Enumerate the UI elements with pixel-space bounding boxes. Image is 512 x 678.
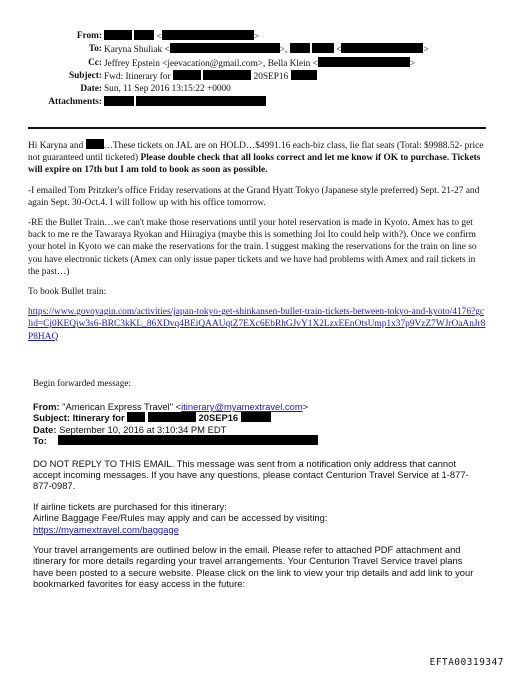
- redaction: [173, 70, 201, 80]
- header-divider: [28, 127, 486, 129]
- baggage-link[interactable]: https://myamextravel.com/baggage: [33, 523, 179, 535]
- from-value: < >: [104, 30, 259, 44]
- to-row: [0, 43, 512, 56]
- redaction: [136, 96, 266, 106]
- redaction: [134, 30, 154, 40]
- redaction: [104, 96, 134, 106]
- fwd-date-row: Date: September 10, 2016 at 3:10:34 PM EDT: [33, 423, 227, 435]
- fwd-from-row: From: "American Express Travel" <itinerary@myamextravel.com>: [33, 401, 309, 412]
- forward-intro: Begin forwarded message:: [33, 378, 131, 388]
- from-label: From:: [76, 31, 102, 41]
- redaction: [312, 43, 334, 53]
- redaction: [127, 412, 145, 422]
- from-row: [0, 30, 512, 43]
- email-header: [0, 30, 512, 110]
- fwd-paragraph: If airline tickets are purchased for this itinerary: Airline Baggage Fee/Rules may apply and can be accessed by visiting: https://myamextravel.com/baggage: [33, 500, 328, 535]
- body-paragraph: To book Bullet train:: [28, 287, 107, 298]
- body-paragraph: Hi Karyna and …These tickets on JAL are on HOLD…$4991.16 each-biz class, lie flat seats (Total: $9988.52- price not guaranteed until ticketed) Please double check that all looks correct and let me know if OK to purchase. Tickets will expire on 17th but I am told to book as soon as possible.: [28, 141, 484, 176]
- redaction: [162, 30, 254, 40]
- redaction: [58, 435, 318, 445]
- redaction: [241, 412, 271, 422]
- amex-email-link[interactable]: itinerary@myamextravel.com: [181, 401, 303, 412]
- attachments-row: [0, 96, 512, 109]
- redaction: [291, 70, 317, 80]
- forwarded-message: [33, 401, 483, 599]
- fwd-paragraph: DO NOT REPLY TO THIS EMAIL. This message was sent from a notification only address that cannot accept incoming messages. If you have any questions, please contact Centurion Travel Service at 1-877-877-0987.: [33, 457, 469, 492]
- cc-row: [0, 57, 512, 70]
- body-paragraph: -RE the Bullet Train…we can't make those reservations until your hotel reservation is made in Kyoto. Amex has to get back to me re the Tawaraya Ryokan and Hiiragiya (maybe this is something Joi Ito could help with?). Once we confirm your hotel in Kyoto we can make the reservations for the train. I suggest making the reservations for the train on line so you have electronic tickets (Amex can only issue paper tickets and we have had problems with Amex and rail tickets in the past…): [28, 218, 477, 277]
- redaction: [341, 43, 423, 53]
- document-id: EFTA00319347: [429, 657, 504, 668]
- subject-row: [0, 70, 512, 83]
- attachments-label: Attachments:: [48, 97, 102, 108]
- cc-value: Jeffrey Epstein <jeevacation@gmail.com>, Bella Klein < >: [104, 58, 416, 69]
- redaction: [170, 43, 280, 53]
- redaction: [86, 139, 104, 149]
- redaction: [290, 43, 310, 53]
- date-label: Date:: [80, 84, 102, 95]
- attachments-value: [104, 96, 266, 110]
- redaction: [203, 70, 251, 80]
- email-body: [28, 139, 486, 351]
- date-value: Sun, 11 Sep 2016 13:15:22 +0000: [104, 84, 231, 95]
- subject-label: Subject:: [68, 70, 102, 81]
- bullet-train-link[interactable]: https://www.govoyagin.com/activities/japan-tokyo-get-shinkansen-bullet-train-tickets-between-tokyo-and-kyoto/4176?gclid=Cj0KEQjw3s6-BRC3kKL_86XDvq4BEiQAAUqtZ7EXc6EbRhGJvY1X2LzxEEnOtsUmp1x37p9VzZ7WJrOaAnJr8P8HAQ: [28, 307, 486, 342]
- fwd-paragraph: Your travel arrangements are outlined below in the email. Please refer to attached PDF attachment and itinerary for more details regarding your travel arrangements. Your Centurion Travel Service travel plans have been posted to a secure website. Please click on the link to view your trip details and add link to your bookmarked favorites for easy access in the future:: [33, 544, 474, 590]
- fwd-subject-row: Subject: Itinerary for 20SEP16: [33, 412, 483, 423]
- body-paragraph: -I emailed Tom Pritzker's office Friday reservations at the Grand Hyatt Tokyo (Japanese style preferred) Sept. 21-27 and again Sept. 30-Oct.4. I will follow up with his office tomorrow.: [28, 185, 480, 208]
- redaction: [318, 57, 410, 67]
- subject-value: Fwd: Itinerary for 20SEP16: [104, 70, 317, 84]
- fwd-to-row: To:: [33, 435, 483, 446]
- to-label: To:: [88, 44, 102, 55]
- date-row: [0, 83, 512, 96]
- to-value: Karyna Shuliak < >, < >: [104, 45, 429, 56]
- redaction: [148, 412, 196, 422]
- redaction: [104, 30, 132, 40]
- cc-label: Cc:: [88, 57, 102, 68]
